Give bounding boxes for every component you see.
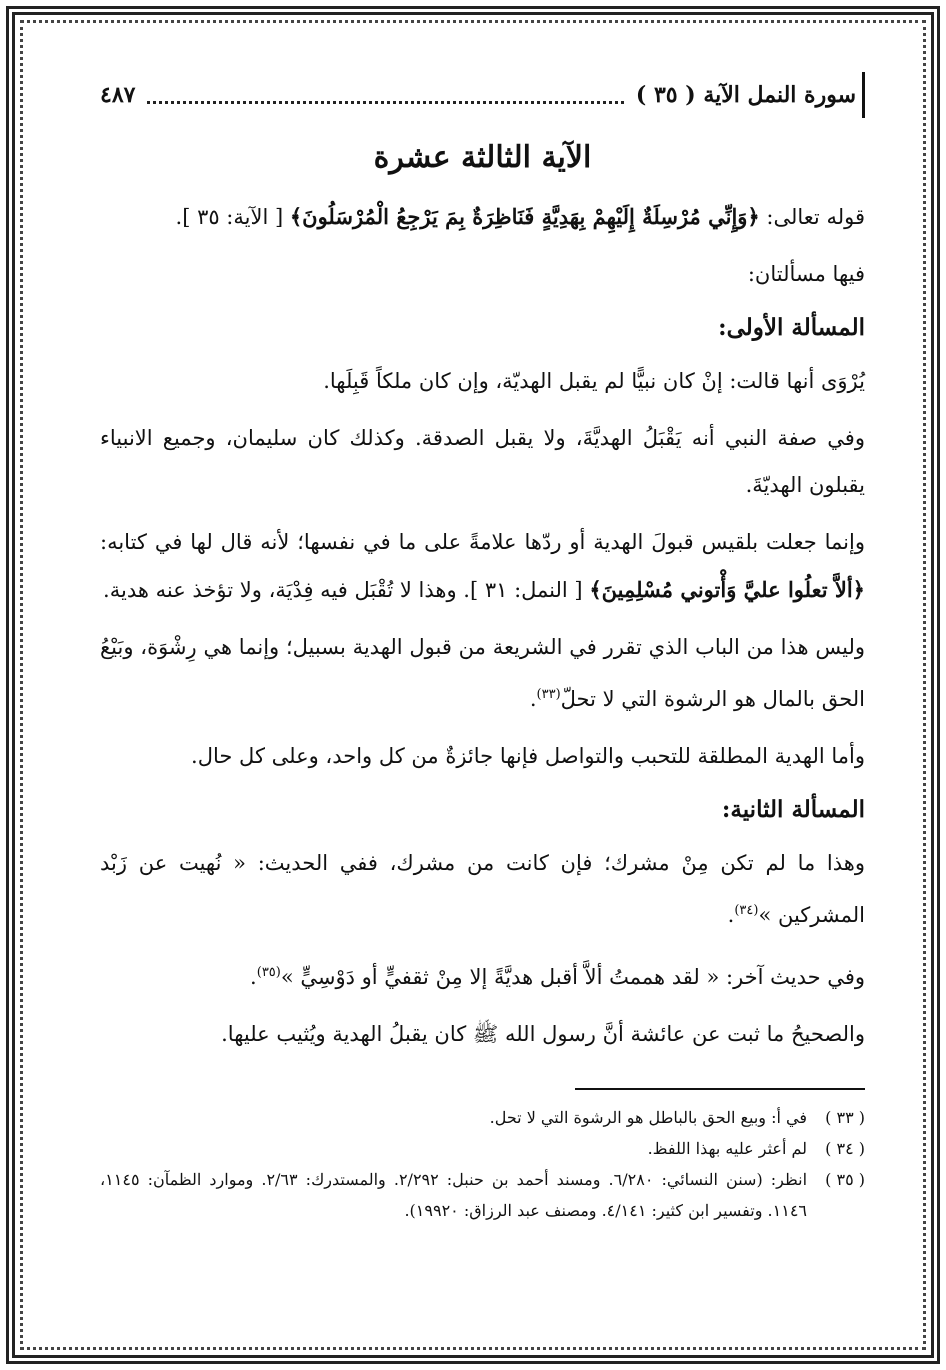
section-title: الآية الثالثة عشرة bbox=[373, 140, 592, 175]
verse-paragraph bbox=[100, 193, 865, 241]
footnote-text: لم أعثر عليه بهذا اللفظ. bbox=[647, 1139, 807, 1158]
footnote-ref-34[interactable]: (٣٤) bbox=[734, 903, 759, 918]
footnote-number: ( ٣٤ ) bbox=[825, 1139, 865, 1158]
footnote-ref-35[interactable]: (٣٥) bbox=[256, 965, 281, 980]
issue-two-p1-text: وهذا ما لم تكن مِنْ مشرك؛ فإن كانت من مشرك، ففي الحديث: « نُهيت عن زَبْد المشركين » bbox=[100, 851, 865, 927]
issue-two-p2-text: وفي حديث آخر: « لقد هممتُ ألاَّ أقبل هديَّةً إلا مِنْ ثقفيٍّ أو دَوْسِيٍّ » bbox=[280, 965, 865, 989]
book-page bbox=[100, 72, 865, 1226]
issue-one-paragraph-3 bbox=[100, 519, 865, 614]
footnote-ref-33[interactable]: (٣٣) bbox=[536, 687, 561, 702]
header-dot-leader bbox=[147, 87, 623, 104]
issue-one-paragraph-5: وأما الهدية المطلقة للتحبب والتواصل فإنها جائزةٌ من كل واحد، وعلى كل حال. bbox=[191, 744, 865, 768]
issue-one-heading: المسألة الأولى: bbox=[718, 314, 865, 341]
running-header bbox=[100, 72, 865, 118]
issue-one-paragraph-4: وليس هذا من الباب الذي تقرر في الشريعة من قبول الهدية بسبيل؛ وإنما هي رِشْوَة، وبَيْعُ الحق بالمال هو الرشوة التي لا تحلّ$^{(٣٣)}$. bbox=[100, 635, 865, 711]
footnote bbox=[100, 1102, 865, 1133]
issue-two-paragraph-3: والصحيحُ ما ثبت عن عائشة أنَّ رسول الله ﷺ كان يقبلُ الهدية ويُثيب عليها. bbox=[221, 1022, 865, 1046]
footnote bbox=[100, 1133, 865, 1164]
issue-one-p3-a: وإنما جعلت بلقيس قبولَ الهدية أو ردّها علامةً على ما في نفسها؛ لأنه قال لها في كتابه: bbox=[100, 530, 865, 554]
footnote bbox=[100, 1164, 865, 1226]
issue-one-paragraph-2: وفي صفة النبي أنه يَقْبَلُ الهديَّةَ، ولا يقبل الصدقة. وكذلك كان سليمان، وجميع الانبياء يقبلون الهديّةَ. bbox=[100, 426, 865, 497]
footnote-text: انظر: (سنن النسائي: ٦/٢٨٠. ومسند أحمد بن حنبل: ٢/٢٩٢. والمستدرك: ٢/٦٣. وموارد الظمآن: ١١٤٥، ١١٤٦. وتفسير ابن كثير: ٤/١٤١. ومصنف عبد الرزاق: ١٩٩٢٠). bbox=[100, 1170, 808, 1220]
issue-one-paragraph-1: يُرْوَى أنها قالت: إنْ كان نبيًّا لم يقبل الهديّة، وإن كان ملكاً قَبِلَها. bbox=[323, 369, 865, 393]
footnote-separator bbox=[575, 1088, 865, 1090]
quran-verse: ﴿وَإِنِّي مُرْسِلَةٌ إِلَيْهِمْ بِهَدِيَّةٍ فَنَاظِرَةٌ بِمَ يَرْجِعُ الْمُرْسَلُونَ﴾ bbox=[289, 204, 760, 229]
issue-two-paragraph-1: وهذا ما لم تكن مِنْ مشرك؛ فإن كانت من مشرك، ففي الحديث: « نُهيت عن زَبْد المشركين »$^{(٣٤)}$. bbox=[100, 851, 865, 927]
footnote-number: ( ٣٥ ) bbox=[825, 1170, 865, 1189]
issue-two-heading: المسألة الثانية: bbox=[721, 796, 865, 823]
issues-intro: فيها مسألتان: bbox=[747, 262, 865, 286]
verse-intro: قوله تعالى: bbox=[759, 205, 865, 229]
page-number: ٤٨٧ bbox=[100, 82, 136, 108]
footnote-text: في أ: وبيع الحق بالباطل هو الرشوة التي لا تحل. bbox=[489, 1108, 807, 1127]
issue-two-paragraph-2: وفي حديث آخر: « لقد هممتُ ألاَّ أقبل هديَّةً إلا مِنْ ثقفيٍّ أو دَوْسِيٍّ »$^{(٣٥)}$. bbox=[250, 965, 865, 989]
issue-one-p3-b: [ النمل: ٣١ ]. وهذا لا تُقْبَل فيه فِدْيَة، ولا تؤخذ عنه هدية. bbox=[103, 578, 590, 602]
running-title: سورة النمل الآية ( ٣٥ ) bbox=[635, 82, 856, 108]
issue-one-p4-text: وليس هذا من الباب الذي تقرر في الشريعة من قبول الهدية بسبيل؛ وإنما هي رِشْوَة، وبَيْعُ الحق بالمال هو الرشوة التي لا تحلّ bbox=[100, 635, 865, 711]
verse-reference: [ الآية: ٣٥ ]. bbox=[175, 205, 290, 229]
issue-one-quran-verse: ﴿ألاَّ تعلُوا عليَّ وَأْتوني مُسْلِمِينَ﴾ bbox=[589, 577, 865, 602]
footnote-number: ( ٣٣ ) bbox=[825, 1108, 865, 1127]
